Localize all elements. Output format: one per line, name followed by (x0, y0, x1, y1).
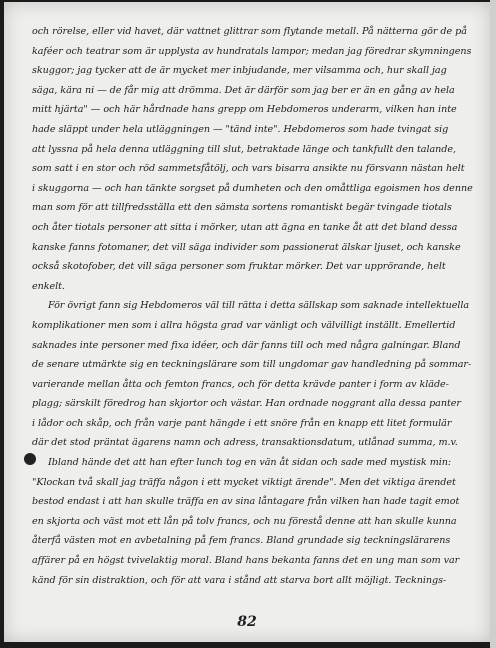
text-line: man som för att tillfredsställa ett den sämsta sortens romantiskt begär tvingade tiotals (32, 202, 452, 214)
text-line: de senare utmärkte sig en teckningslärare som till ungdomar gav handledning på sommar- (32, 359, 472, 371)
text-line: komplikationer men som i allra högsta grad var vänligt och välvilligt inställt. Emellertid (32, 319, 456, 331)
text-line: För övrigt fann sig Hebdomeros väl till rätta i detta sällskap som saknade intellektuella (48, 300, 470, 312)
text-line: varierande mellan åtta och femton francs, och för detta krävde panter i form av kläde- (32, 378, 449, 390)
text-line: där det stod präntat ägarens namn och adress, transaktionsdatum, utlånad summa, m.v. (32, 437, 458, 449)
text-line: också skotofober, det vill säga personer som fruktar mörker. Det var upprörande, helt (32, 261, 446, 273)
text-line: att lyssna på hela denna utläggning till slut, betraktade länge och tankfullt den talande, (32, 143, 457, 155)
body-text (32, 22, 476, 590)
text-line: i skuggorna — och han tänkte sorgset på dumheten och den omåttliga egoismen hos denne (32, 182, 473, 194)
text-line: återfå västen mot en avbetalning på fem francs. Bland grundade sig teckningslärarens (32, 535, 451, 547)
text-line: affärer på en högst tvivelaktig moral. Bland hans bekanta fanns det en ung man som var (32, 555, 460, 567)
page-number: 82 (237, 614, 257, 630)
paragraph-3 (32, 453, 476, 590)
text-line: känd för sin distraktion, och för att vara i stånd att starva bort allt möjligt. Tecknings- (32, 574, 447, 586)
text-line: Ibland hände det att han efter lunch tog en vän åt sidan och sade med mystisk min: (48, 457, 452, 469)
text-line: bestod endast i att han skulle träffa en av sina låntagare från vilken han hade tagit emot (32, 496, 460, 508)
text-line: hade släppt under hela utläggningen — "tänd inte". Hebdomeros som hade tvingat sig (32, 123, 449, 135)
text-line: som satt i en stor och röd sammetsfåtölj, och vars bisarra ansikte nu försvann nästan helt (32, 163, 465, 175)
text-line: mitt hjärta" — och här hårdnade hans grepp om Hebdomeros underarm, vilken han inte (32, 104, 457, 116)
ink-blot (24, 453, 36, 465)
text-line: plagg; särskilt föredrog han skjortor och västar. Han ordnade noggrant alla dessa panter (32, 398, 461, 410)
paragraph-1 (32, 22, 476, 296)
text-line: enkelt. (32, 280, 65, 292)
text-line: och åter tiotals personer att sitta i mörker, utan att ägna en tanke åt att det bland dessa (32, 221, 458, 233)
book-page (4, 2, 490, 642)
page-edge (490, 0, 496, 648)
text-line: skuggor; jag tycker att de är mycket mer inbjudande, mer vilsamma och, hur skall jag (32, 65, 447, 77)
text-line: "Klockan två skall jag träffa någon i ett mycket viktigt ärende". Men det viktiga ärendet (32, 476, 456, 488)
text-line: kanske fanns fotomaner, det vill säga individer som passionerat älskar ljuset, och kanske (32, 241, 461, 253)
paragraph-2 (32, 296, 476, 453)
text-line: i lådor och skåp, och från varje pant hängde i ett snöre från en knapp ett litet formulär (32, 417, 452, 429)
text-line: säga, kära ni — de får mig att drömma. Det är därför som jag ber er än en gång av hela (32, 84, 455, 96)
text-line: en skjorta och väst mot ett lån på tolv francs, och nu förestå denne att han skulle kunna (32, 515, 457, 527)
text-line: saknades inte personer med fixa idéer, och där fanns till och med några galningar. Bland (32, 339, 461, 351)
text-line: och rörelse, eller vid havet, där vattnet glittrar som flytande metall. På nätterna gör de på (32, 26, 467, 37)
text-line: kaféer och teatrar som är upplysta av hundratals lampor; medan jag föredrar skymningens (32, 45, 472, 57)
